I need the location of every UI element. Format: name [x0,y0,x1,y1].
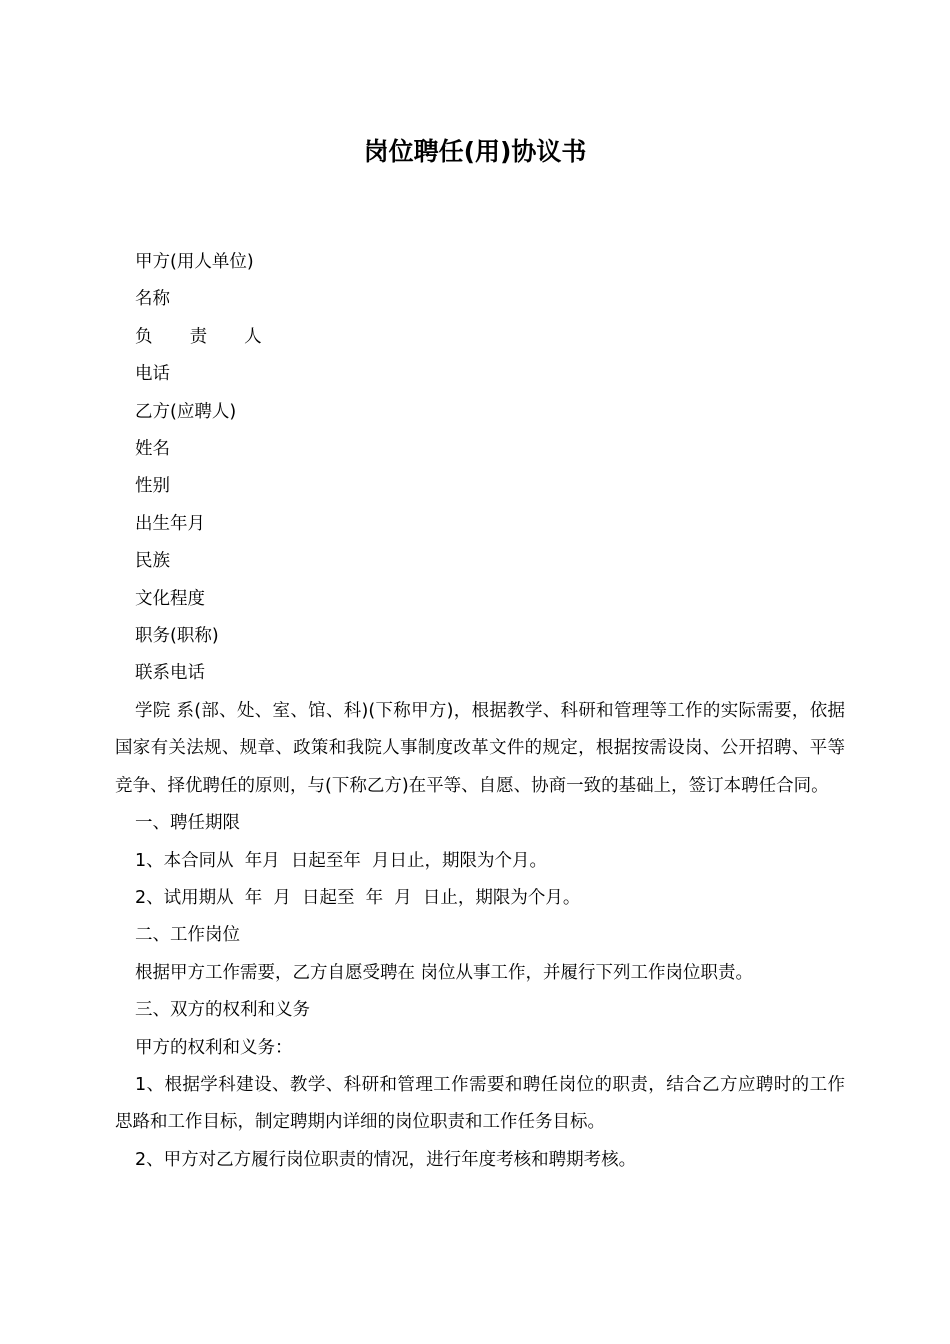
section2-heading: 二、工作岗位 [135,925,240,946]
party-b-gender-label: 性别 [135,476,170,497]
section1-item1: 1、本合同从 年月 日起至年 月日止，期限为个月。 [135,850,548,871]
intro-paragraph: 学院 系(部、处、室、馆、科)(下称甲方)，根据教学、科研和管理等工作的实际需要，依据国家有关法规、规章、政策和我院人事制度改革文件的规定，根据按需设岗、公开招聘、平等竞争、择优聘任的原则，与(下称乙方)在平等、自愿、协商一致的基础上，签订本聘任合同。 [115,700,845,796]
section1-heading: 一、聘任期限 [135,813,240,834]
section2-text: 根据甲方工作需要，乙方自愿受聘在 岗位从事工作，并履行下列工作岗位职责。 [135,962,754,983]
section3-item1: 1、根据学科建设、教学、科研和管理工作需要和聘任岗位的职责，结合乙方应聘时的工作思路和工作目标，制定聘期内详细的岗位职责和工作任务目标。 [115,1074,845,1133]
party-a-leader-label [115,319,845,356]
party-b-heading: 乙方(应聘人) [135,401,237,422]
party-b-position-label: 职务(职称) [135,626,219,647]
party-b-name-label: 姓名 [135,439,170,460]
document-title: 岗位聘任(用)协议书 [363,137,587,166]
party-b-education-label: 文化程度 [135,588,205,609]
section1-item2: 2、试用期从 年 月 日起至 年 月 日止，期限为个月。 [135,887,581,908]
section3-heading: 三、双方的权利和义务 [135,1000,310,1021]
party-b-birth-label: 出生年月 [135,513,205,534]
party-b-contact-label: 联系电话 [135,663,205,684]
party-b-ethnicity-label: 民族 [135,551,170,572]
document-body [115,244,845,1179]
section3-item2: 2、甲方对乙方履行岗位职责的情况，进行年度考核和聘期考核。 [135,1149,637,1170]
party-a-name-label: 名称 [135,289,170,310]
party-a-heading: 甲方(用人单位) [135,252,254,272]
party-a-phone-label: 电话 [135,364,170,385]
section3-sub-heading: 甲方的权利和义务： [135,1037,293,1058]
party-a-leader-text: 负 责 人 [135,326,278,347]
